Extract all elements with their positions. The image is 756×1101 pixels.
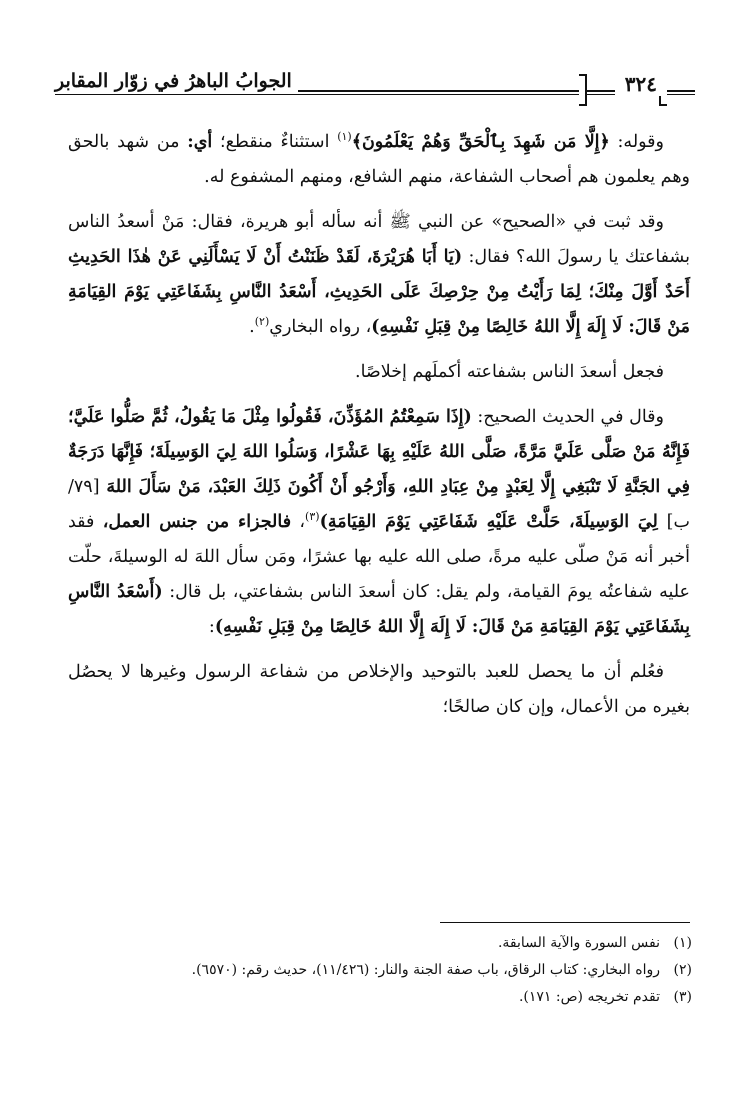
- text-run: وقال في الحديث الصحيح:: [471, 407, 664, 427]
- text-run: من شهد بالحق وهم يعلمون هم أصحاب الشفاعة، منهم الشافع، ومنهم المشفوع له.: [68, 132, 690, 187]
- paragraph: [68, 355, 690, 390]
- quoted-text: (إِذَا سَمِعْتُمُ المُؤَذِّنَ، فَقُولُوا مِثْلَ مَا يَقُولُ، ثُمَّ صَلُّوا عَلَيَّ؛ فَإِنَّهُ مَنْ صَلَّى عَلَيَّ مَرَّةً، صَلَّى اللهُ عَلَيْهِ بِهَا عَشْرًا، وَسَلُوا اللهَ لِيَ الوَسِيلَةَ؛ فَإِنَّهَا دَرَجَةٌ فِي الجَنَّةِ لَا تَنْبَغِي إِلَّا لِعَبْدٍ مِنْ عِبَادِ اللهِ، وَأَرْجُو أَنْ أَكُونَ ذَلِكَ العَبْدَ، مَنْ سَأَلَ اللهَ: [68, 407, 690, 497]
- footnote-1: [60, 930, 692, 957]
- footnote-divider: [440, 922, 690, 923]
- text-run: وقد ثبت في «الصحيح» عن النبي ﷺ أنه سأله أبو هريرة، فقال: مَنْ أسعدُ الناس بشفاعتك يا رسولَ الله؟ فقال:: [68, 212, 690, 267]
- page-header: [55, 64, 695, 108]
- text-run: فقد أخبر أنه مَنْ صلّى عليه مرةً، صلى الله عليه بها عشرًا، ومَن سأل اللهَ له الوسيلةَ، حلّت عليه شفاعتُه يومَ القيامة، ولم يقل: كان أسعدَ الناس بشفاعتي، بل قال:: [68, 512, 690, 602]
- footnote-number: (١): [673, 935, 692, 951]
- text-run: [٧٩/ب]: [68, 477, 690, 532]
- text-run: استثناءٌ منقطع؛: [212, 132, 338, 152]
- header-rule-thin: [55, 94, 695, 95]
- footnote-text: تقدم تخريجه (ص: ١٧١).: [518, 989, 660, 1005]
- footnote-3: [60, 984, 692, 1011]
- page-number-bracket-right: [579, 74, 587, 106]
- quoted-text: ﴿إِلَّا مَن شَهِدَ بِٱلْحَقِّ وَهُمْ يَعْلَمُونَ﴾: [351, 132, 610, 152]
- footnote-2: [60, 957, 692, 984]
- quoted-text: أي:: [187, 132, 213, 152]
- footnote-ref: (٢): [254, 315, 270, 329]
- footnote-text: رواه البخاري: كتاب الرقاق، باب صفة الجنة والنار: (١١/٤٢٦)، حديث رقم: (٦٥٧٠).: [191, 962, 660, 978]
- footnote-ref: (٣): [305, 510, 320, 524]
- quoted-text: فالجزاء من جنس العمل،: [102, 512, 292, 532]
- quoted-text: (يَا أَبَا هُرَيْرَةَ، لَقَدْ ظَنَنْتُ أَنْ لَا يَسْأَلَنِي عَنْ هٰذَا الحَدِيثِ أَحَدٌ أَوَّلَ مِنْكَ؛ لِمَا رَأَيْتُ مِنْ حِرْصِكَ عَلَى الحَدِيثِ، أَسْعَدُ النَّاسِ بِشَفَاعَتِي يَوْمَ القِيَامَةِ مَنْ قَالَ: لَا إِلَهَ إِلَّا اللهُ خَالِصًا مِنْ قِبَلِ نَفْسِهِ): [68, 247, 690, 337]
- footnote-ref: (١): [337, 130, 352, 144]
- quoted-text: لِيَ الوَسِيلَةَ، حَلَّتْ عَلَيْهِ شَفَاعَتِي يَوْمَ القِيَامَةِ): [319, 512, 667, 532]
- main-text: [68, 125, 690, 735]
- text-run: فعُلم أن ما يحصل للعبد بالتوحيد والإخلاص من شفاعة الرسول وغيرها لا يحصُل بغيره من الأعمال، وإن كان صالحًا؛: [68, 662, 690, 717]
- footnote-text: نفس السورة والآية السابقة.: [497, 935, 660, 951]
- footnote-number: (٢): [673, 962, 692, 978]
- text-run: .: [249, 317, 255, 337]
- paragraph: [68, 205, 690, 345]
- text-run: ،: [291, 512, 306, 532]
- text-run: ، رواه البخاري: [269, 317, 372, 337]
- quoted-text: (أَسْعَدُ النَّاسِ بِشَفَاعَتِي يَوْمَ القِيَامَةِ مَنْ قَالَ: لَا إِلَهَ إِلَّا اللهُ خَالِصًا مِنْ قِبَلِ نَفْسِهِ): [68, 582, 690, 637]
- page-number: ٣٢٤: [615, 72, 667, 96]
- paragraph: [68, 400, 690, 645]
- text-run: وقوله:: [609, 132, 665, 152]
- footnote-number: (٣): [673, 989, 692, 1005]
- text-run: :: [208, 617, 215, 637]
- paragraph: [68, 655, 690, 725]
- running-title: الجوابُ الباهرُ في زوّار المقابر: [55, 70, 298, 92]
- footnotes: [60, 930, 692, 1011]
- paragraph: [68, 125, 690, 195]
- text-run: فجعل أسعدَ الناس بشفاعته أكملَهم إخلاصًا.: [355, 362, 664, 382]
